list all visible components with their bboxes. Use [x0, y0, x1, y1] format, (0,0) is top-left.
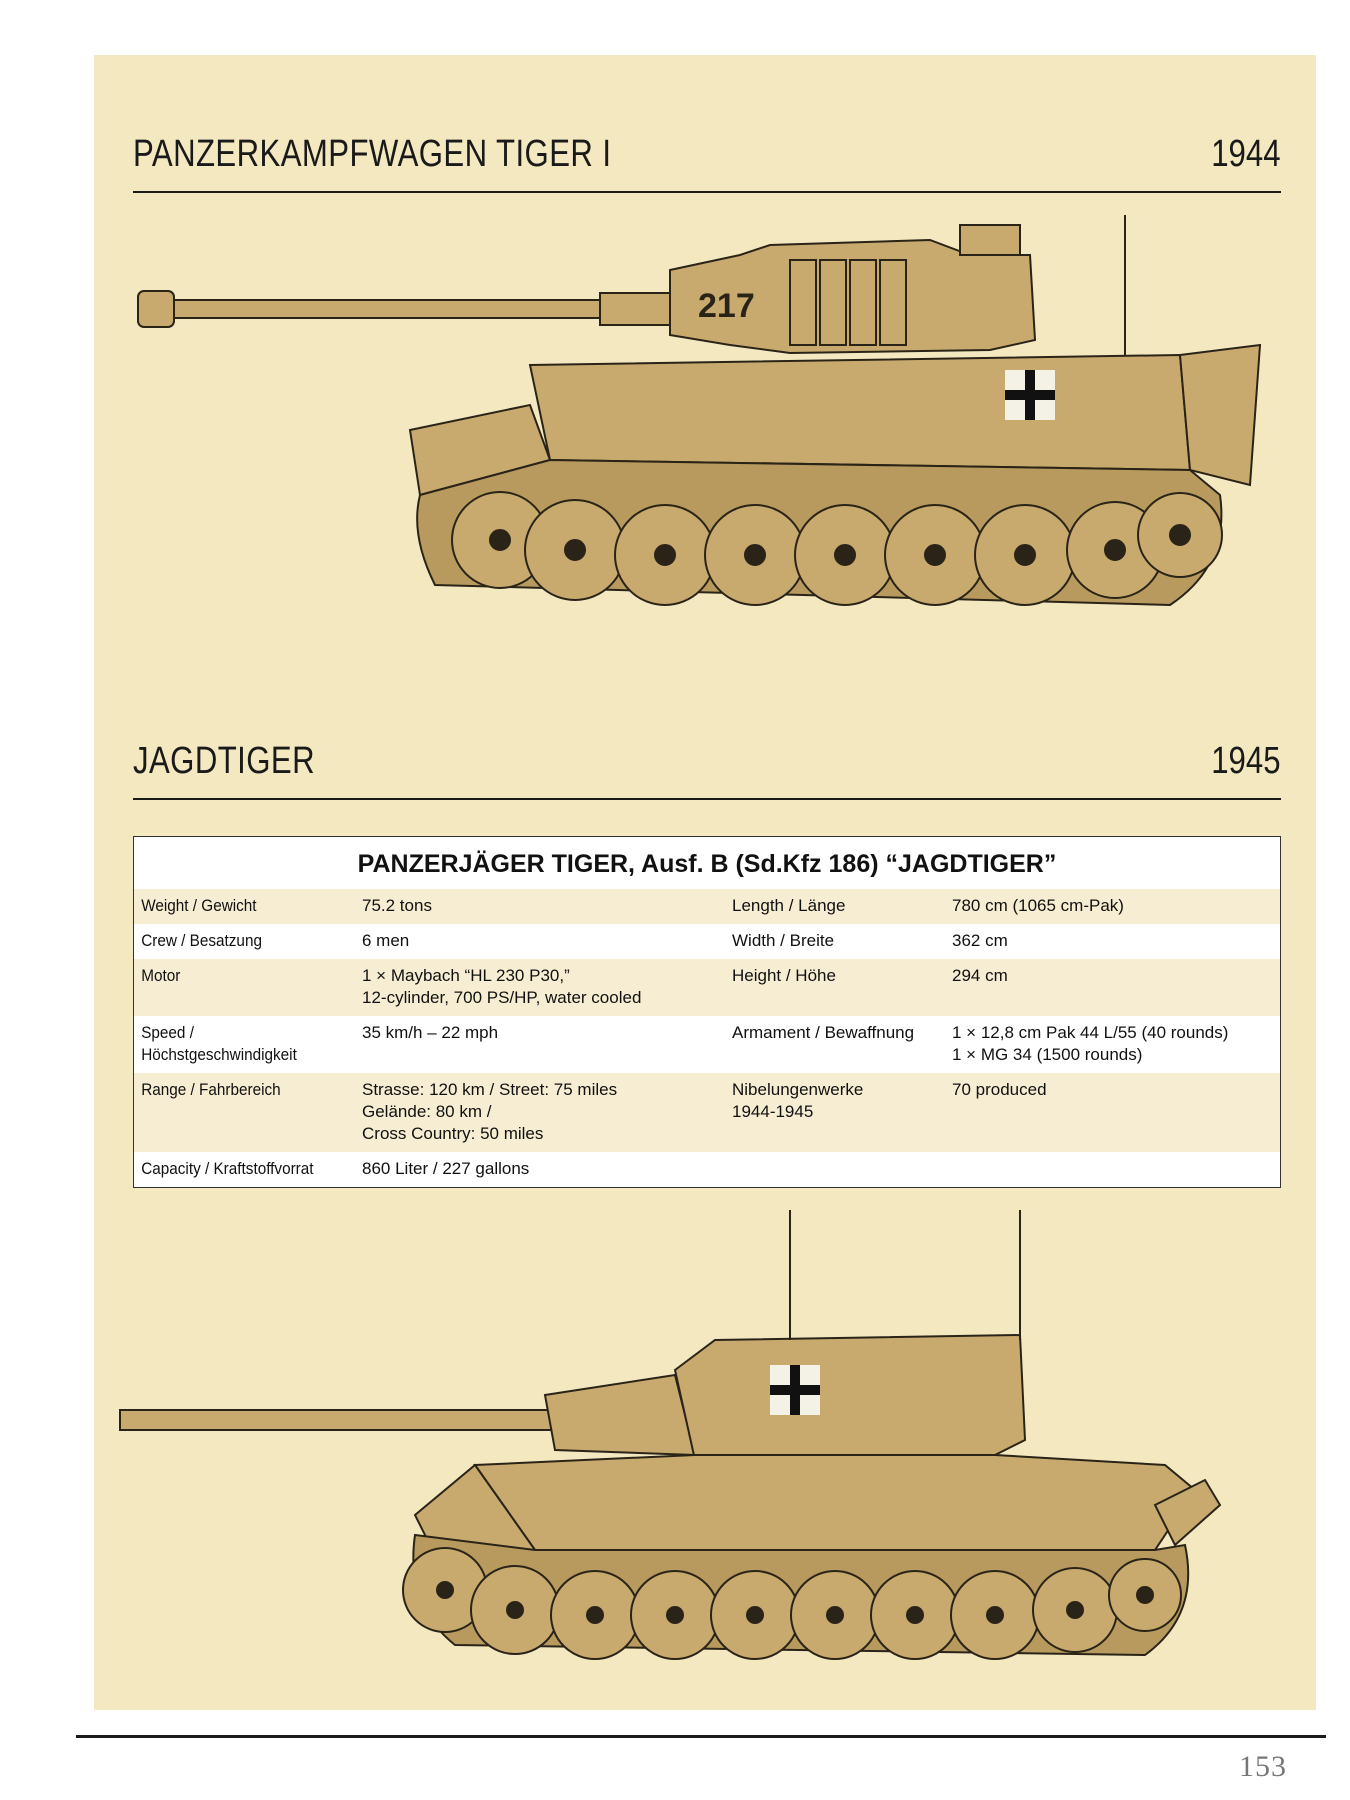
spec-value: Strasse: 120 km / Street: 75 miles Gelände: 80 km / Cross Country: 50 miles: [362, 1080, 618, 1143]
spec-label: Speed / Höchstgeschwindigkeit: [141, 1023, 297, 1064]
spec-value: 6 men: [362, 931, 410, 950]
page-number: 153: [1239, 1750, 1287, 1783]
spec-value: [952, 1158, 1280, 1180]
tiger-year: 1944: [1211, 133, 1281, 175]
spec-row: [134, 889, 1280, 924]
spec-value: 1 × Maybach “HL 230 P30,” 12-cylinder, 700 PS/HP, water cooled: [362, 966, 642, 1007]
spec-label: Crew / Besatzung: [141, 931, 262, 950]
spec-row: [134, 924, 1280, 959]
tiger-title: PANZERKAMPFWAGEN TIGER I: [133, 133, 612, 175]
spec-row: [134, 1152, 1280, 1187]
spec-value: 1 × 12,8 cm Pak 44 L/55 (40 rounds) 1 × MG 34 (1500 rounds): [952, 1023, 1229, 1064]
spec-label: Armament / Bewaffnung: [732, 1023, 915, 1042]
footer-rule: [76, 1735, 1326, 1738]
spec-label: Weight / Gewicht: [141, 896, 257, 915]
jagdtiger-cross-emblem: [770, 1365, 820, 1415]
spec-value: 75.2 tons: [362, 896, 432, 915]
jagdtiger-rule: [133, 798, 1281, 800]
spec-label: Capacity / Kraftstoffvorrat: [141, 1159, 314, 1178]
spec-value: 70 produced: [952, 1080, 1047, 1099]
jagdtiger-tank-illustration: [115, 1205, 1315, 1670]
tiger-turret-number: 217: [698, 287, 755, 325]
spec-row: [134, 1016, 1280, 1073]
tiger-rule: [133, 191, 1281, 193]
spec-value: 860 Liter / 227 gallons: [362, 1159, 530, 1178]
tiger-tank-illustration: [130, 205, 1270, 615]
spec-label: Width / Breite: [732, 931, 835, 950]
spec-label: Length / Länge: [732, 896, 846, 915]
jagdtiger-year: 1945: [1211, 740, 1281, 782]
spec-value: 362 cm: [952, 931, 1008, 950]
spec-row: [134, 959, 1280, 1016]
spec-label: Range / Fahrbereich: [141, 1080, 281, 1099]
tiger-cross-emblem: [1005, 370, 1055, 420]
spec-label: [732, 1158, 952, 1180]
spec-label: Nibelungenwerke 1944-1945: [732, 1080, 864, 1121]
spec-value: 294 cm: [952, 966, 1008, 985]
spec-table-title: PANZERJÄGER TIGER, Ausf. B (Sd.Kfz 186) “JAGDTIGER”: [357, 850, 1057, 878]
spec-value: 780 cm (1065 cm-Pak): [952, 896, 1124, 915]
spec-table: [133, 836, 1281, 1188]
spec-label: Height / Höhe: [732, 966, 836, 985]
spec-value: 35 km/h – 22 mph: [362, 1023, 499, 1042]
spec-row: [134, 1073, 1280, 1152]
spec-label: Motor: [141, 966, 181, 985]
jagdtiger-title: JAGDTIGER: [133, 740, 316, 782]
